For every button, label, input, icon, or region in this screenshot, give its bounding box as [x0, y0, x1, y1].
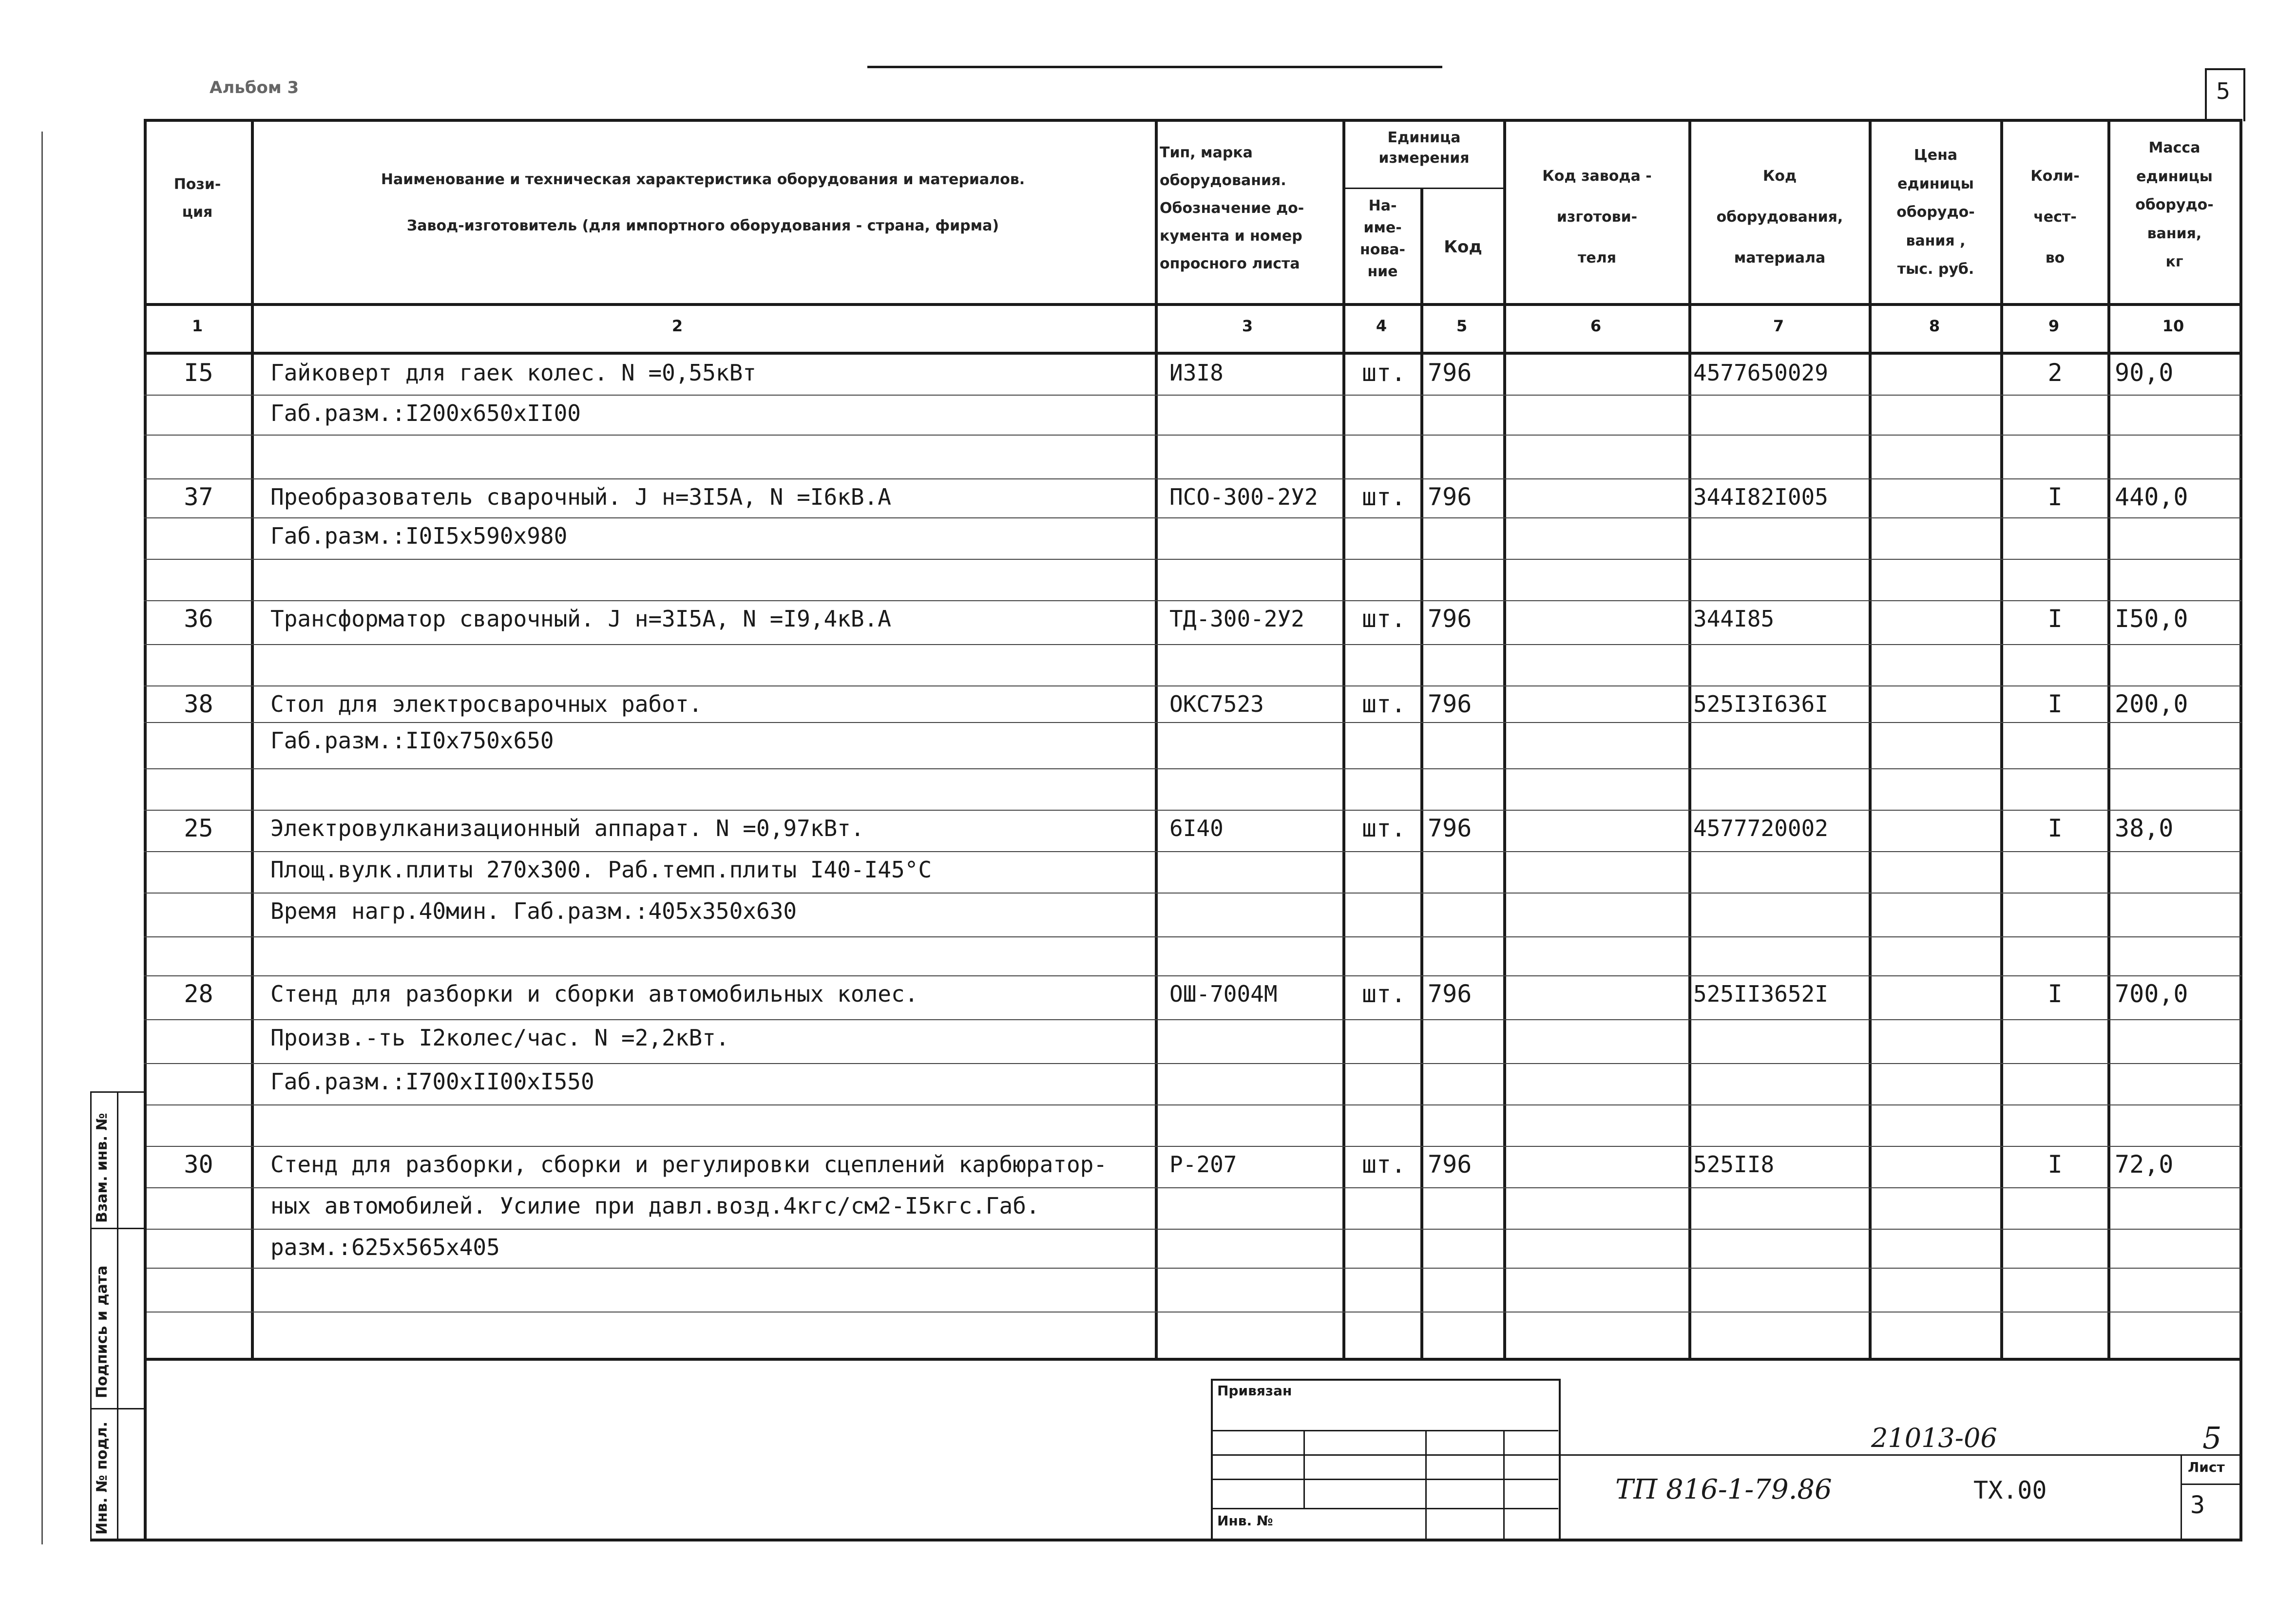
header-type-mark: Тип, марка оборудования. Обозначение до- кумента и номер опросного листа	[1160, 144, 1304, 272]
sheet-big-number: 5	[2202, 1420, 2222, 1456]
cell-name: Габ.разм.:I700xII00xI550	[270, 1068, 594, 1095]
body-bottom	[144, 1358, 2241, 1361]
col-number: 7	[1773, 317, 1784, 335]
cell-mark: И3I8	[1169, 360, 1224, 386]
header-bottom	[144, 303, 2241, 306]
cell-mass: 440,0	[2115, 483, 2188, 511]
cell-qty: I	[2047, 690, 2063, 718]
cell-unit-code: 796	[1428, 483, 1472, 511]
row-line	[144, 893, 2241, 894]
cell-name: Площ.вулк.плиты 270x300. Раб.темп.плиты I40-I45°С	[270, 856, 932, 883]
row-line	[144, 435, 2241, 436]
cell-pos: 25	[184, 814, 213, 842]
cell-unit: шт.	[1361, 359, 1406, 387]
col-number: 8	[1929, 317, 1940, 335]
side-label-signature-date: Подпись и дата	[94, 1265, 111, 1398]
cell-pos: 30	[184, 1150, 213, 1179]
cell-pos: 36	[184, 605, 213, 633]
cell-mark: ПСО-300-2У2	[1169, 484, 1318, 510]
binding-stamp-col	[1303, 1430, 1305, 1508]
row-line	[144, 768, 2241, 769]
side-stamp-right	[144, 1091, 147, 1540]
row-line	[144, 1063, 2241, 1064]
side-stamp-left	[90, 1091, 92, 1540]
cell-code: 344I82I005	[1693, 484, 1828, 510]
cell-code: 525II3652I	[1693, 981, 1828, 1007]
cell-name: Габ.разм.:II0x750x650	[270, 727, 554, 754]
binding-stamp-line	[1211, 1508, 1558, 1509]
sheet-box-split	[2181, 1484, 2241, 1485]
row-line	[144, 936, 2241, 937]
cell-mark: ОКС7523	[1169, 691, 1264, 717]
cell-mark: Р-207	[1169, 1151, 1237, 1178]
cell-mass: 200,0	[2115, 690, 2188, 718]
cell-pos: 37	[184, 483, 213, 511]
binding-label: Привязан	[1217, 1383, 1292, 1399]
row-line	[144, 478, 2241, 479]
project-code: ТП 816-1-79.86	[1615, 1474, 1832, 1505]
cell-mass: 700,0	[2115, 980, 2188, 1008]
header-price: Цена единицы оборудо- вания , тыс. руб.	[1896, 147, 1975, 278]
header-unit: Единица измерения	[1378, 129, 1470, 167]
header-name-line1: Наименование и техническая характеристика оборудования и материалов.	[381, 171, 1025, 188]
frame-bottom	[90, 1539, 2242, 1541]
row-line	[144, 1187, 2241, 1188]
cell-pos: 28	[184, 980, 213, 1008]
frame-right	[2239, 119, 2242, 1541]
cell-mark: ОШ-7004М	[1169, 981, 1278, 1007]
cell-name: Габ.разм.:I200x650xII00	[270, 400, 581, 426]
binding-stamp-line	[1211, 1454, 1558, 1456]
frame-top	[144, 119, 2241, 122]
cell-qty: 2	[2047, 359, 2063, 387]
cell-name: Стенд для разборки, сборки и регулировки сцеплений карбюратор-	[270, 1151, 1108, 1178]
cell-mark: 6I40	[1169, 815, 1224, 841]
header-position: Пози- ция	[173, 176, 221, 221]
side-label-original-inv: Инв. № подл.	[94, 1421, 111, 1535]
cell-pos: I5	[184, 359, 213, 387]
header-unit-code: Код	[1444, 237, 1482, 257]
cell-qty: I	[2047, 483, 2063, 511]
cell-name: разм.:625x565x405	[270, 1234, 500, 1260]
cell-code: 4577650029	[1693, 360, 1828, 386]
cell-unit-code: 796	[1428, 814, 1472, 842]
inventory-number-label: Инв. №	[1217, 1513, 1273, 1529]
col-number: 2	[671, 317, 683, 335]
cell-code: 525II8	[1693, 1151, 1775, 1178]
sheet-box-left	[2181, 1454, 2182, 1540]
cell-unit: шт.	[1361, 605, 1406, 633]
cell-qty: I	[2047, 1150, 2063, 1179]
cell-name: ных автомобилей. Усилие при давл.возд.4кгс/см2-I5кгс.Габ.	[270, 1193, 1040, 1219]
col-number: 5	[1456, 317, 1468, 335]
cell-pos: 38	[184, 690, 213, 718]
cell-mass: 90,0	[2115, 359, 2174, 387]
cell-name: Электровулканизационный аппарат. N =0,97кВт.	[270, 815, 864, 841]
cell-unit-code: 796	[1428, 605, 1472, 633]
side-stamp-mid	[117, 1091, 118, 1540]
row-line	[144, 1146, 2241, 1147]
header-unit-split	[1342, 188, 1503, 189]
row-line	[144, 1268, 2241, 1269]
col-number: 9	[2048, 317, 2060, 335]
binding-stamp-line	[1211, 1479, 1558, 1480]
sheet-value: 3	[2190, 1491, 2205, 1519]
side-label-replaced-inv: Взам. инв. №	[94, 1113, 111, 1223]
cell-code: 4577720002	[1693, 815, 1828, 841]
row-line	[144, 644, 2241, 645]
sheet-label: Лист	[2188, 1459, 2225, 1475]
cell-unit: шт.	[1361, 483, 1406, 511]
header-equipment-code: Код оборудования, материала	[1716, 168, 1843, 266]
album-note: Альбом 3	[210, 78, 299, 97]
header-mass: Масса единицы оборудо- вания, кг	[2135, 139, 2214, 270]
side-stamp-sep	[90, 1408, 145, 1409]
cell-unit: шт.	[1361, 690, 1406, 718]
col-number: 10	[2162, 317, 2184, 335]
binding-stamp-col	[1503, 1430, 1505, 1540]
cell-qty: I	[2047, 605, 2063, 633]
cell-mass: 72,0	[2115, 1150, 2174, 1179]
cell-qty: I	[2047, 980, 2063, 1008]
row-line	[144, 517, 2241, 518]
col-number: 3	[1242, 317, 1253, 335]
corner-page-number: 5	[2216, 78, 2231, 104]
section-code: ТХ.00	[1973, 1476, 2047, 1504]
col-sep	[1420, 188, 1423, 1359]
header-unit-name: На- име- нова- ние	[1359, 197, 1406, 280]
side-stamp-top	[90, 1091, 145, 1093]
cell-name: Трансформатор сварочный. J н=3I5A, N =I9,4кВ.А	[270, 606, 891, 632]
cell-unit: шт.	[1361, 814, 1406, 842]
colnum-bottom	[144, 352, 2241, 355]
row-line	[144, 1104, 2241, 1105]
col-number: 4	[1376, 317, 1387, 335]
row-line	[144, 1312, 2241, 1313]
row-line	[144, 559, 2241, 560]
col-number: 1	[191, 317, 203, 335]
title-block-top	[1557, 1454, 2241, 1456]
row-line	[144, 722, 2241, 723]
binding-stamp-col	[1425, 1430, 1427, 1540]
header-quantity: Коли- чест- во	[2030, 168, 2080, 266]
row-line	[144, 685, 2241, 686]
cell-name: Стол для электросварочных работ.	[270, 691, 703, 717]
top-rule	[867, 66, 1442, 68]
cell-name: Гайковерт для гаек колес. N =0,55кВт	[270, 360, 756, 386]
row-line	[144, 810, 2241, 811]
binding-margin-line	[41, 132, 43, 1544]
cell-name: Преобразователь сварочный. J н=3I5A, N =I6кВ.А	[270, 484, 891, 510]
row-line	[144, 975, 2241, 976]
cell-name: Стенд для разборки и сборки автомобильных колес.	[270, 981, 918, 1007]
cell-name: Произв.-ть I2колес/час. N =2,2кВт.	[270, 1025, 729, 1051]
cell-code: 525I3I636I	[1693, 691, 1828, 717]
cell-mark: ТД-300-2У2	[1169, 606, 1304, 632]
row-line	[144, 600, 2241, 601]
cell-unit-code: 796	[1428, 1150, 1472, 1179]
binding-stamp-line	[1211, 1430, 1558, 1431]
row-line	[144, 1019, 2241, 1020]
cell-name: Время нагр.40мин. Габ.разм.:405x350x630	[270, 898, 797, 924]
document-number: 21013-06	[1871, 1423, 1997, 1453]
cell-unit: шт.	[1361, 980, 1406, 1008]
cell-name: Габ.разм.:I0I5x590x980	[270, 523, 568, 549]
cell-unit: шт.	[1361, 1150, 1406, 1179]
header-name-line2: Завод-изготовитель (для импортного оборудования - страна, фирма)	[406, 217, 999, 234]
row-line	[144, 851, 2241, 852]
cell-unit-code: 796	[1428, 690, 1472, 718]
side-stamp-sep	[90, 1228, 145, 1229]
cell-unit-code: 796	[1428, 359, 1472, 387]
row-line	[144, 1229, 2241, 1230]
cell-code: 344I85	[1693, 606, 1775, 632]
header-factory-code: Код завода - изготови- теля	[1542, 168, 1652, 266]
cell-unit-code: 796	[1428, 980, 1472, 1008]
cell-mass: I50,0	[2115, 605, 2188, 633]
cell-qty: I	[2047, 814, 2063, 842]
cell-mass: 38,0	[2115, 814, 2174, 842]
col-number: 6	[1590, 317, 1602, 335]
row-line	[144, 395, 2241, 396]
